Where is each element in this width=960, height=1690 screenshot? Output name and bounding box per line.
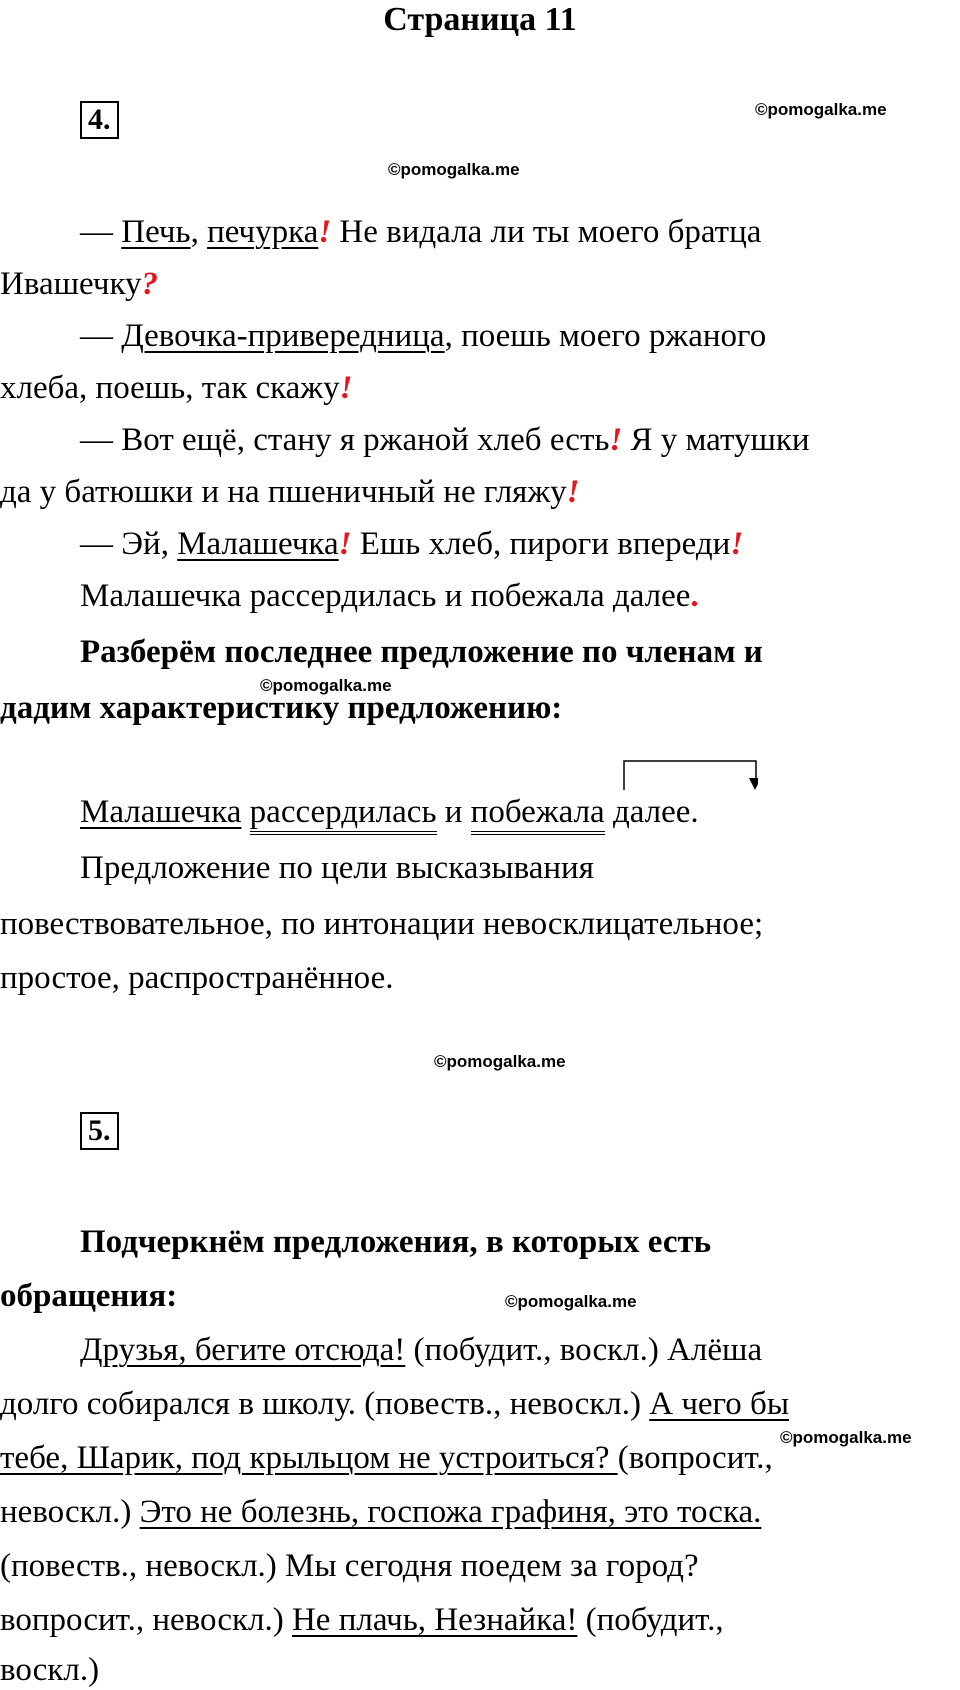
dialogue-line [0, 264, 158, 304]
period-mark: . [690, 578, 699, 614]
dialogue-line [80, 524, 743, 564]
text: Эй, [121, 526, 178, 562]
instruction-text: обращения: [0, 1278, 178, 1314]
dash: — [80, 214, 122, 250]
narration-line [80, 576, 699, 616]
characteristic-line: повествовательное, по интонации невосклицательное; [0, 906, 764, 942]
text: (вопросит., [617, 1440, 773, 1476]
text: , [190, 214, 208, 250]
address-sentence: Друзья, бегите отсюда! [80, 1332, 406, 1368]
dash: — [80, 526, 122, 562]
instruction-text: Подчеркнём предложения, в которых есть [80, 1224, 712, 1260]
address-word: Девочка-привередница [121, 318, 445, 354]
task-number-4: 4. [80, 101, 119, 139]
text: Не видала ли ты моего братца [331, 214, 762, 250]
text: (побудит., воскл.) Алёша [405, 1332, 763, 1368]
watermark: ©pomogalka.me [260, 676, 392, 695]
watermark: ©pomogalka.me [755, 100, 887, 119]
exclamation-mark: ! [318, 214, 332, 250]
text: вопросит., невоскл.) [0, 1602, 292, 1638]
address-sentence: Это не болезнь, госпожа графиня, это тоска. [139, 1494, 762, 1530]
address-word: печурка [207, 214, 319, 250]
text: долго собирался в школу. (повеств., невоскл.) [0, 1386, 650, 1422]
sentences-line [0, 1384, 789, 1424]
text: Я у матушки [622, 422, 810, 458]
watermark: ©pomogalka.me [434, 1052, 566, 1071]
text: да у батюшки и на пшеничный не гляжу [0, 474, 567, 510]
predicate: рассердилась [250, 794, 437, 835]
page-title: Страница 11 [383, 1, 577, 38]
adverbial: далее. [604, 794, 699, 830]
text: Малашечка рассердилась и побежала далее [80, 578, 691, 614]
dialogue-line [80, 316, 766, 356]
address-word: Печь [121, 214, 191, 250]
dash: — [80, 318, 122, 354]
sentences-line [0, 1600, 724, 1640]
watermark: ©pomogalka.me [780, 1428, 912, 1447]
exclamation-mark: ! [339, 370, 353, 406]
sentences-line: воскл.) [0, 1652, 100, 1688]
exclamation-mark: ! [566, 474, 580, 510]
text: , поешь моего ржаного [444, 318, 767, 354]
watermark: ©pomogalka.me [388, 160, 520, 179]
dialogue-line [0, 368, 352, 408]
address-sentence: А чего бы [649, 1386, 789, 1422]
sentences-line [0, 1492, 761, 1532]
dialogue-line [80, 420, 810, 460]
address-sentence: тебе, Шарик, под крыльцом не устроиться? [0, 1440, 618, 1476]
address-word: Малашечка [177, 526, 339, 562]
task-number-5: 5. [80, 1112, 119, 1150]
text: Ешь хлеб, пироги впереди [351, 526, 731, 562]
predicate: побежала [471, 794, 605, 835]
watermark: ©pomogalka.me [505, 1292, 637, 1311]
text: Вот ещё, стану я ржаной хлеб есть [121, 422, 610, 458]
parsed-sentence [80, 792, 699, 832]
adverbial-arrow-icon [623, 760, 758, 790]
address-sentence: Не плачь, Незнайка! [291, 1602, 578, 1638]
exclamation-mark: ! [338, 526, 352, 562]
text: хлеба, поешь, так скажу [0, 370, 340, 406]
characteristic-line: Предложение по цели высказывания [80, 850, 594, 886]
subject: Малашечка [80, 794, 242, 830]
sentences-line: (повеств., невоскл.) Мы сегодня поедем за город? [0, 1548, 699, 1584]
sentences-line [0, 1438, 773, 1478]
text: Ивашечку [0, 266, 142, 302]
question-mark: ? [141, 266, 159, 302]
text: (побудит., [577, 1602, 724, 1638]
dialogue-line [80, 212, 761, 252]
dialogue-line [0, 472, 580, 512]
sentences-line [80, 1330, 762, 1370]
instruction-text: Разберём последнее предложение по членам и [80, 634, 763, 670]
text: невоскл.) [0, 1494, 140, 1530]
conjunction: и [436, 794, 471, 830]
instruction-text: дадим характеристику предложению: [0, 690, 563, 726]
exclamation-mark: ! [609, 422, 623, 458]
dash: — [80, 422, 122, 458]
characteristic-line: простое, распространённое. [0, 960, 394, 996]
exclamation-mark: ! [730, 526, 744, 562]
